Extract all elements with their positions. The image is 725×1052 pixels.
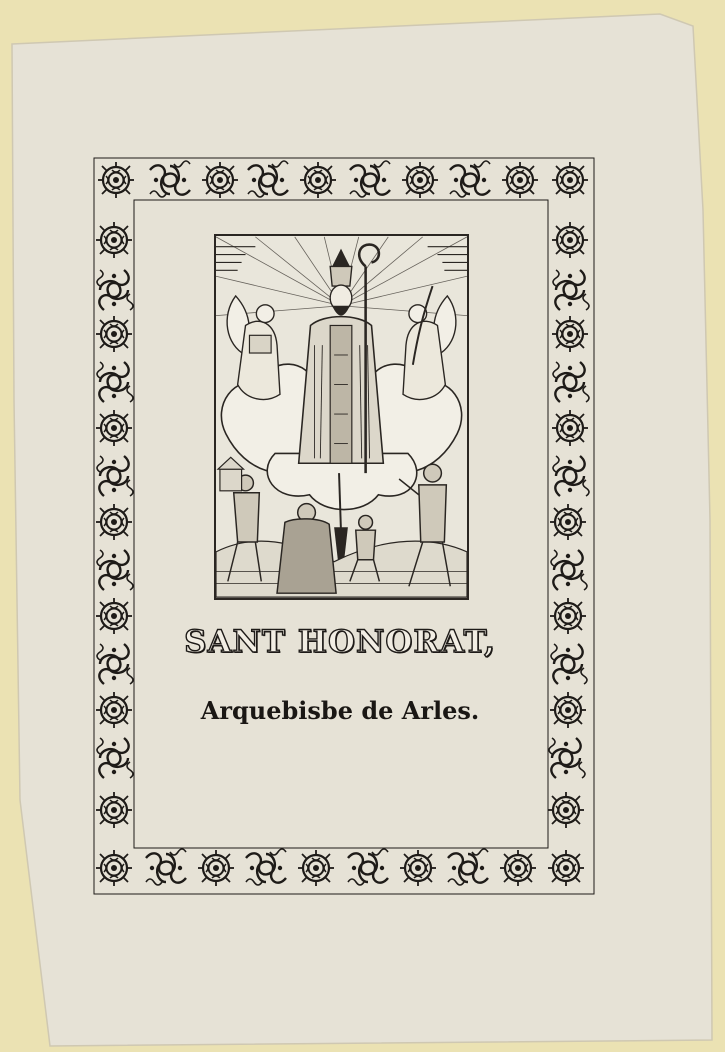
- print-subtitle: Arquebisbe de Arles.: [200, 696, 480, 725]
- woodcut-illustration: [214, 234, 469, 600]
- print-title: SANT HONORAT,: [184, 624, 496, 660]
- bishop-scene-image: [216, 236, 467, 598]
